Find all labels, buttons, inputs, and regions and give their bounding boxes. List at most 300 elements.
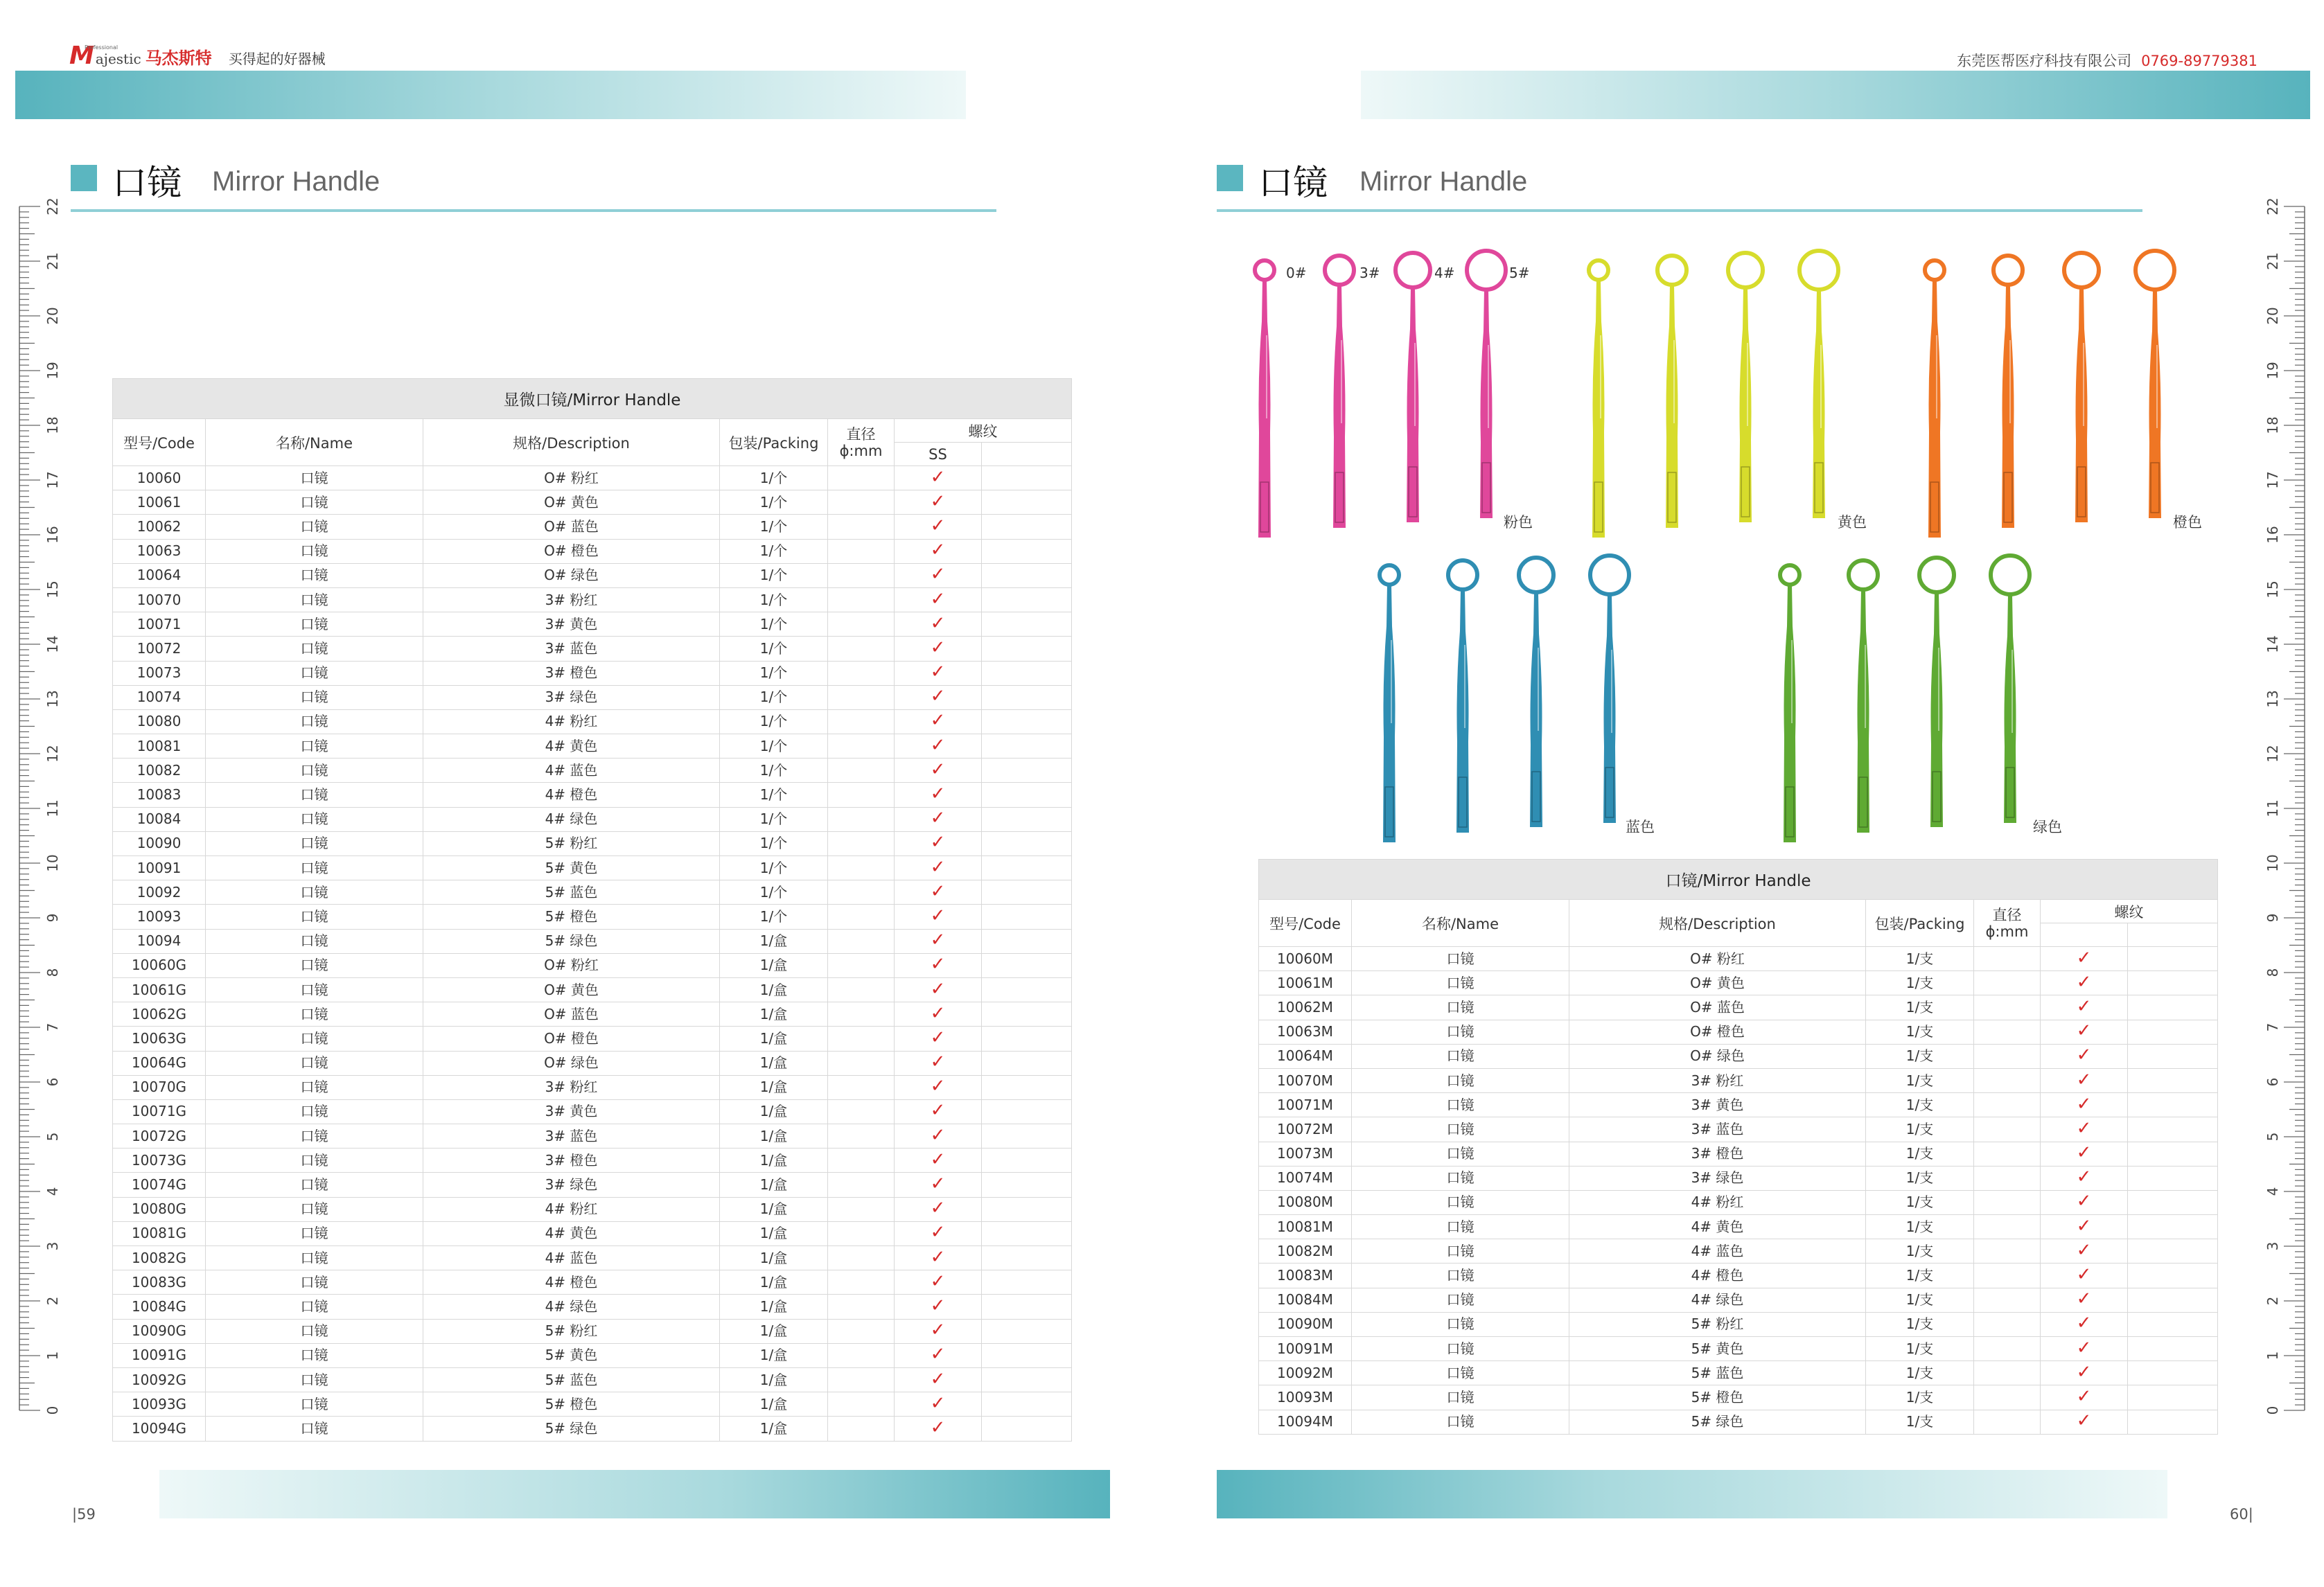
cell-diameter bbox=[1974, 1166, 2041, 1190]
cell-thread-check bbox=[2041, 1361, 2128, 1385]
cell-code: 10071 bbox=[113, 612, 206, 637]
cell-diameter bbox=[1974, 995, 2041, 1020]
cell-diameter bbox=[828, 1075, 895, 1099]
cell-blank bbox=[982, 807, 1072, 831]
cell-code: 10073M bbox=[1259, 1142, 1352, 1166]
cell-thread-check bbox=[895, 637, 982, 661]
cell-name: 口镜 bbox=[1352, 971, 1569, 995]
table-row bbox=[1259, 1068, 2218, 1092]
mirror-pink-3 bbox=[1467, 251, 1506, 518]
check-icon: ✓ bbox=[2076, 1142, 2092, 1164]
cell-packing: 1/支 bbox=[1866, 1142, 1974, 1166]
cell-name: 口镜 bbox=[206, 612, 423, 637]
table-row bbox=[1259, 1117, 2218, 1142]
cell-blank bbox=[2128, 1190, 2218, 1214]
ruler-label: 22 bbox=[44, 197, 61, 215]
col-header-description: 规格/Description bbox=[1569, 900, 1866, 947]
cell-diameter bbox=[1974, 1337, 2041, 1361]
logo-letter: M bbox=[69, 42, 94, 70]
cell-thread-check bbox=[895, 1417, 982, 1441]
company-info bbox=[1957, 50, 2257, 71]
ruler-label: 0 bbox=[44, 1406, 61, 1415]
check-icon: ✓ bbox=[2076, 1215, 2092, 1236]
cell-name: 口镜 bbox=[1352, 1337, 1569, 1361]
cell-thread-check bbox=[2041, 947, 2128, 971]
cell-blank bbox=[982, 783, 1072, 807]
cell-thread-check bbox=[895, 612, 982, 637]
cell-name: 口镜 bbox=[206, 490, 423, 515]
cell-thread-check bbox=[2041, 1068, 2128, 1092]
cell-blank bbox=[982, 1173, 1072, 1197]
cell-thread-check bbox=[895, 1319, 982, 1343]
cell-packing: 1/支 bbox=[1866, 1312, 1974, 1336]
cell-diameter bbox=[828, 1367, 895, 1392]
table-row bbox=[113, 1027, 1072, 1051]
cell-code: 10070 bbox=[113, 587, 206, 612]
table-caption: 显微口镜/Mirror Handle bbox=[113, 379, 1072, 419]
col-header-name: 名称/Name bbox=[1352, 900, 1569, 947]
cell-blank bbox=[982, 1295, 1072, 1319]
check-icon: ✓ bbox=[930, 978, 946, 1000]
cell-thread-check bbox=[895, 709, 982, 734]
header-band-left bbox=[15, 71, 966, 119]
cell-diameter bbox=[828, 1343, 895, 1367]
cell-code: 10082G bbox=[113, 1246, 206, 1270]
cell-name: 口镜 bbox=[206, 1197, 423, 1221]
cell-thread-check bbox=[895, 685, 982, 709]
cell-name: 口镜 bbox=[206, 1221, 423, 1245]
cell-thread-check bbox=[2041, 1239, 2128, 1264]
cell-blank bbox=[982, 880, 1072, 905]
table-row bbox=[113, 880, 1072, 905]
cell-diameter bbox=[1974, 1239, 2041, 1264]
cell-thread-check bbox=[895, 515, 982, 539]
ruler-label: 6 bbox=[44, 1077, 61, 1087]
cell-code: 10084M bbox=[1259, 1288, 1352, 1312]
cell-name: 口镜 bbox=[1352, 1288, 1569, 1312]
cell-code: 10062G bbox=[113, 1002, 206, 1027]
cell-blank bbox=[2128, 971, 2218, 995]
cell-blank bbox=[2128, 1385, 2218, 1410]
table-row bbox=[113, 1124, 1072, 1149]
table-caption: 口镜/Mirror Handle bbox=[1259, 860, 2218, 900]
cell-thread-check bbox=[895, 1099, 982, 1124]
cell-thread-check bbox=[895, 539, 982, 563]
cell-name: 口镜 bbox=[1352, 995, 1569, 1020]
cell-packing: 1/支 bbox=[1866, 947, 1974, 971]
cell-thread-check bbox=[895, 831, 982, 855]
mirror-yellow-3 bbox=[1799, 251, 1838, 518]
cell-name: 口镜 bbox=[206, 515, 423, 539]
check-icon: ✓ bbox=[930, 905, 946, 926]
cell-description: 3# 蓝色 bbox=[1569, 1117, 1866, 1142]
cell-description: 4# 黄色 bbox=[1569, 1215, 1866, 1239]
cell-name: 口镜 bbox=[206, 466, 423, 490]
cell-thread-check bbox=[895, 587, 982, 612]
cell-thread-check bbox=[2041, 1385, 2128, 1410]
cell-thread-check bbox=[895, 490, 982, 515]
cell-packing: 1/盒 bbox=[720, 929, 828, 953]
table-row bbox=[1259, 1288, 2218, 1312]
cell-diameter bbox=[828, 685, 895, 709]
cell-description: 3# 蓝色 bbox=[423, 637, 720, 661]
cell-packing: 1/个 bbox=[720, 709, 828, 734]
ruler-label: 17 bbox=[2264, 471, 2281, 489]
cell-diameter bbox=[828, 1246, 895, 1270]
cell-blank bbox=[982, 1417, 1072, 1441]
cell-diameter bbox=[828, 807, 895, 831]
cell-diameter bbox=[828, 661, 895, 685]
table-row bbox=[113, 1367, 1072, 1392]
cell-blank bbox=[982, 563, 1072, 587]
col-header-code: 型号/Code bbox=[113, 419, 206, 466]
cell-blank bbox=[982, 831, 1072, 855]
cell-thread-check bbox=[2041, 1044, 2128, 1068]
ruler-label: 5 bbox=[44, 1132, 61, 1142]
cell-blank bbox=[2128, 1020, 2218, 1044]
cell-diameter bbox=[828, 905, 895, 929]
check-icon: ✓ bbox=[930, 783, 946, 805]
cell-packing: 1/盒 bbox=[720, 1099, 828, 1124]
check-icon: ✓ bbox=[930, 1320, 946, 1341]
cell-packing: 1/支 bbox=[1866, 1337, 1974, 1361]
cell-blank bbox=[982, 587, 1072, 612]
cell-diameter bbox=[1974, 1190, 2041, 1214]
cell-blank bbox=[982, 1343, 1072, 1367]
mirror-ring bbox=[1448, 560, 1477, 589]
cell-name: 口镜 bbox=[206, 1099, 423, 1124]
ruler-label: 13 bbox=[2264, 690, 2281, 708]
cell-packing: 1/盒 bbox=[720, 1392, 828, 1417]
table-row bbox=[113, 1173, 1072, 1197]
cell-packing: 1/支 bbox=[1866, 1239, 1974, 1264]
cell-blank bbox=[982, 1002, 1072, 1027]
check-icon: ✓ bbox=[930, 1198, 946, 1219]
cell-diameter bbox=[828, 1027, 895, 1051]
cell-packing: 1/个 bbox=[720, 759, 828, 783]
cell-name: 口镜 bbox=[206, 539, 423, 563]
cell-blank bbox=[982, 759, 1072, 783]
cell-thread-check bbox=[895, 1343, 982, 1367]
header-band-right bbox=[1361, 71, 2310, 119]
cell-packing: 1/个 bbox=[720, 905, 828, 929]
table-row bbox=[113, 539, 1072, 563]
ruler-label: 7 bbox=[2264, 1022, 2281, 1032]
cell-thread-check bbox=[895, 905, 982, 929]
cell-diameter bbox=[828, 977, 895, 1002]
footer-band-left bbox=[159, 1470, 1110, 1518]
cell-diameter bbox=[828, 515, 895, 539]
table-row bbox=[113, 929, 1072, 953]
cell-description: 5# 橙色 bbox=[423, 1392, 720, 1417]
cell-diameter bbox=[828, 466, 895, 490]
check-icon: ✓ bbox=[930, 759, 946, 780]
cell-packing: 1/盒 bbox=[720, 1343, 828, 1367]
check-icon: ✓ bbox=[2076, 1167, 2092, 1188]
table-row bbox=[113, 1221, 1072, 1245]
cell-code: 10092M bbox=[1259, 1361, 1352, 1385]
table-row bbox=[113, 612, 1072, 637]
cell-description: O# 黄色 bbox=[423, 490, 720, 515]
cell-blank bbox=[2128, 1215, 2218, 1239]
cell-blank bbox=[982, 685, 1072, 709]
cell-thread-check bbox=[2041, 1166, 2128, 1190]
mirror-ring bbox=[1780, 565, 1799, 585]
cell-diameter bbox=[1974, 1044, 2041, 1068]
col-header-thread-sub bbox=[2041, 923, 2128, 947]
check-icon: ✓ bbox=[930, 1270, 946, 1292]
table-row bbox=[1259, 1361, 2218, 1385]
table-row bbox=[113, 1343, 1072, 1367]
ruler-label: 8 bbox=[44, 968, 61, 977]
cell-description: 5# 粉红 bbox=[1569, 1312, 1866, 1336]
cell-blank bbox=[2128, 1093, 2218, 1117]
cell-packing: 1/个 bbox=[720, 539, 828, 563]
cell-code: 10062 bbox=[113, 515, 206, 539]
cell-code: 10082 bbox=[113, 759, 206, 783]
cell-code: 10073G bbox=[113, 1149, 206, 1173]
cell-description: 5# 蓝色 bbox=[1569, 1361, 1866, 1385]
company-name: 东莞医帮医疗科技有限公司 bbox=[1957, 53, 2132, 69]
footer-band-right bbox=[1217, 1470, 2167, 1518]
cell-packing: 1/支 bbox=[1866, 1410, 1974, 1434]
cell-name: 口镜 bbox=[206, 734, 423, 759]
check-icon: ✓ bbox=[2076, 1020, 2092, 1042]
mirror-yellow-1 bbox=[1657, 256, 1687, 528]
cell-code: 10064M bbox=[1259, 1044, 1352, 1068]
cell-description: 4# 蓝色 bbox=[423, 759, 720, 783]
page-number-left-value: 59 bbox=[77, 1506, 96, 1523]
cell-diameter bbox=[828, 1099, 895, 1124]
cell-blank bbox=[982, 1197, 1072, 1221]
mirror-ring bbox=[1799, 251, 1838, 290]
size-label-3: 3# bbox=[1359, 265, 1380, 281]
cell-blank bbox=[982, 929, 1072, 953]
cell-name: 口镜 bbox=[1352, 1312, 1569, 1336]
table-row bbox=[113, 1246, 1072, 1270]
ruler-label: 8 bbox=[2264, 968, 2281, 977]
cell-thread-check bbox=[895, 1051, 982, 1075]
cell-description: O# 绿色 bbox=[423, 1051, 720, 1075]
cell-description: O# 黄色 bbox=[423, 977, 720, 1002]
table-row bbox=[113, 1099, 1072, 1124]
cell-name: 口镜 bbox=[1352, 1093, 1569, 1117]
check-icon: ✓ bbox=[930, 588, 946, 610]
table-row bbox=[113, 831, 1072, 855]
cell-description: 4# 黄色 bbox=[423, 734, 720, 759]
mirror-ring bbox=[1657, 256, 1687, 285]
check-icon: ✓ bbox=[930, 1100, 946, 1121]
cell-description: O# 橙色 bbox=[1569, 1020, 1866, 1044]
cell-description: 5# 绿色 bbox=[423, 1417, 720, 1441]
cell-name: 口镜 bbox=[1352, 1044, 1569, 1068]
check-icon: ✓ bbox=[2076, 995, 2092, 1017]
ruler-left bbox=[12, 173, 61, 1415]
cell-code: 10094 bbox=[113, 929, 206, 953]
ruler-label: 14 bbox=[2264, 635, 2281, 653]
ruler-label: 15 bbox=[2264, 580, 2281, 599]
table-row bbox=[113, 953, 1072, 977]
cell-code: 10093 bbox=[113, 905, 206, 929]
check-icon: ✓ bbox=[930, 1368, 946, 1390]
ruler-label: 22 bbox=[2264, 197, 2281, 215]
table-row bbox=[1259, 1337, 2218, 1361]
table-row bbox=[1259, 947, 2218, 971]
mirror-ring bbox=[1467, 251, 1506, 290]
check-icon: ✓ bbox=[2076, 971, 2092, 993]
cell-code: 10063 bbox=[113, 539, 206, 563]
cell-thread-check bbox=[2041, 1215, 2128, 1239]
cell-code: 10092 bbox=[113, 880, 206, 905]
mirror-ring bbox=[1590, 556, 1629, 594]
cell-thread-check bbox=[895, 1367, 982, 1392]
logo-word: ajestic bbox=[95, 51, 141, 67]
check-icon: ✓ bbox=[2076, 1191, 2092, 1212]
mirror-handle-table-right bbox=[1258, 859, 2218, 1435]
check-icon: ✓ bbox=[2076, 1313, 2092, 1334]
cell-packing: 1/支 bbox=[1866, 1117, 1974, 1142]
ruler-right bbox=[2263, 173, 2312, 1415]
cell-thread-check bbox=[895, 1027, 982, 1051]
cell-code: 10084 bbox=[113, 807, 206, 831]
cell-name: 口镜 bbox=[206, 661, 423, 685]
cell-blank bbox=[2128, 1117, 2218, 1142]
cell-thread-check bbox=[895, 1246, 982, 1270]
cell-description: 5# 蓝色 bbox=[423, 1367, 720, 1392]
cell-thread-check bbox=[895, 977, 982, 1002]
cell-thread-check bbox=[895, 1002, 982, 1027]
cell-blank bbox=[982, 637, 1072, 661]
ruler-label: 11 bbox=[2264, 799, 2281, 817]
cell-description: 5# 黄色 bbox=[423, 856, 720, 880]
cell-description: 4# 蓝色 bbox=[423, 1246, 720, 1270]
ruler-label: 1 bbox=[2264, 1351, 2281, 1360]
check-icon: ✓ bbox=[930, 1027, 946, 1048]
cell-description: 4# 绿色 bbox=[1569, 1288, 1866, 1312]
cell-blank bbox=[2128, 1068, 2218, 1092]
cell-blank bbox=[982, 1149, 1072, 1173]
cell-code: 10090 bbox=[113, 831, 206, 855]
cell-packing: 1/盒 bbox=[720, 1197, 828, 1221]
table-row bbox=[1259, 1215, 2218, 1239]
check-icon: ✓ bbox=[930, 686, 946, 707]
mirror-green-3 bbox=[1991, 556, 2030, 823]
cell-diameter bbox=[1974, 1215, 2041, 1239]
mirror-ring bbox=[1849, 560, 1878, 589]
cell-thread-check bbox=[2041, 1020, 2128, 1044]
table-row bbox=[113, 1295, 1072, 1319]
cell-description: 3# 绿色 bbox=[1569, 1166, 1866, 1190]
cell-code: 10074M bbox=[1259, 1166, 1352, 1190]
cell-blank bbox=[982, 905, 1072, 929]
logo-chinese-name: 马杰斯特 bbox=[145, 48, 212, 68]
mirror-ring bbox=[1589, 260, 1608, 280]
cell-diameter bbox=[1974, 1068, 2041, 1092]
cell-name: 口镜 bbox=[206, 1149, 423, 1173]
cell-code: 10090G bbox=[113, 1319, 206, 1343]
ruler-label: 19 bbox=[44, 362, 61, 380]
cell-code: 10083M bbox=[1259, 1264, 1352, 1288]
cell-description: O# 黄色 bbox=[1569, 971, 1866, 995]
table-row bbox=[113, 1319, 1072, 1343]
cell-blank bbox=[2128, 1410, 2218, 1434]
cell-code: 10094G bbox=[113, 1417, 206, 1441]
cell-name: 口镜 bbox=[206, 807, 423, 831]
ruler-label: 16 bbox=[44, 526, 61, 544]
cell-name: 口镜 bbox=[1352, 1215, 1569, 1239]
mirror-ring bbox=[1325, 256, 1354, 285]
cell-thread-check bbox=[895, 1295, 982, 1319]
cell-blank bbox=[982, 734, 1072, 759]
cell-blank bbox=[982, 856, 1072, 880]
ruler-label: 9 bbox=[2264, 913, 2281, 923]
cell-name: 口镜 bbox=[1352, 1166, 1569, 1190]
cell-blank bbox=[982, 977, 1072, 1002]
cell-code: 10061M bbox=[1259, 971, 1352, 995]
mirror-ring bbox=[1255, 260, 1274, 280]
cell-diameter bbox=[828, 759, 895, 783]
cell-packing: 1/支 bbox=[1866, 995, 1974, 1020]
cell-diameter bbox=[828, 1197, 895, 1221]
check-icon: ✓ bbox=[930, 490, 946, 512]
mirror-blue-1 bbox=[1448, 560, 1477, 833]
color-label-blue: 蓝色 bbox=[1626, 819, 1655, 835]
cell-code: 10074 bbox=[113, 685, 206, 709]
cell-diameter bbox=[828, 1295, 895, 1319]
cell-blank bbox=[982, 515, 1072, 539]
cell-thread-check bbox=[895, 1270, 982, 1295]
cell-thread-check bbox=[895, 807, 982, 831]
cell-thread-check bbox=[895, 856, 982, 880]
page-number-right: 60| bbox=[2230, 1506, 2253, 1523]
cell-diameter bbox=[1974, 1288, 2041, 1312]
cell-blank bbox=[982, 1027, 1072, 1051]
cell-diameter bbox=[828, 734, 895, 759]
cell-packing: 1/盒 bbox=[720, 1367, 828, 1392]
cell-blank bbox=[982, 661, 1072, 685]
cell-packing: 1/盒 bbox=[720, 1319, 828, 1343]
check-icon: ✓ bbox=[930, 1173, 946, 1195]
cell-blank bbox=[2128, 1337, 2218, 1361]
cell-diameter bbox=[828, 1270, 895, 1295]
cell-code: 10072M bbox=[1259, 1117, 1352, 1142]
cell-name: 口镜 bbox=[206, 905, 423, 929]
mirror-blue-2 bbox=[1519, 558, 1553, 827]
ruler-label: 9 bbox=[44, 913, 61, 923]
check-icon: ✓ bbox=[930, 1344, 946, 1365]
col-header-thread: 螺纹 bbox=[2041, 900, 2218, 923]
table-row bbox=[113, 466, 1072, 490]
cell-packing: 1/支 bbox=[1866, 1264, 1974, 1288]
cell-code: 10080M bbox=[1259, 1190, 1352, 1214]
cell-code: 10071G bbox=[113, 1099, 206, 1124]
cell-diameter bbox=[1974, 971, 2041, 995]
cell-code: 10092G bbox=[113, 1367, 206, 1392]
cell-thread-check bbox=[895, 1392, 982, 1417]
cell-code: 10070M bbox=[1259, 1068, 1352, 1092]
cell-blank bbox=[2128, 995, 2218, 1020]
cell-name: 口镜 bbox=[206, 1295, 423, 1319]
title-underline-left bbox=[71, 209, 996, 212]
cell-code: 10061 bbox=[113, 490, 206, 515]
cell-thread-check bbox=[895, 1124, 982, 1149]
cell-blank bbox=[982, 612, 1072, 637]
table-row bbox=[1259, 971, 2218, 995]
cell-packing: 1/盒 bbox=[720, 1027, 828, 1051]
table-row bbox=[1259, 1166, 2218, 1190]
table-row bbox=[113, 1270, 1072, 1295]
table-row bbox=[113, 905, 1072, 929]
